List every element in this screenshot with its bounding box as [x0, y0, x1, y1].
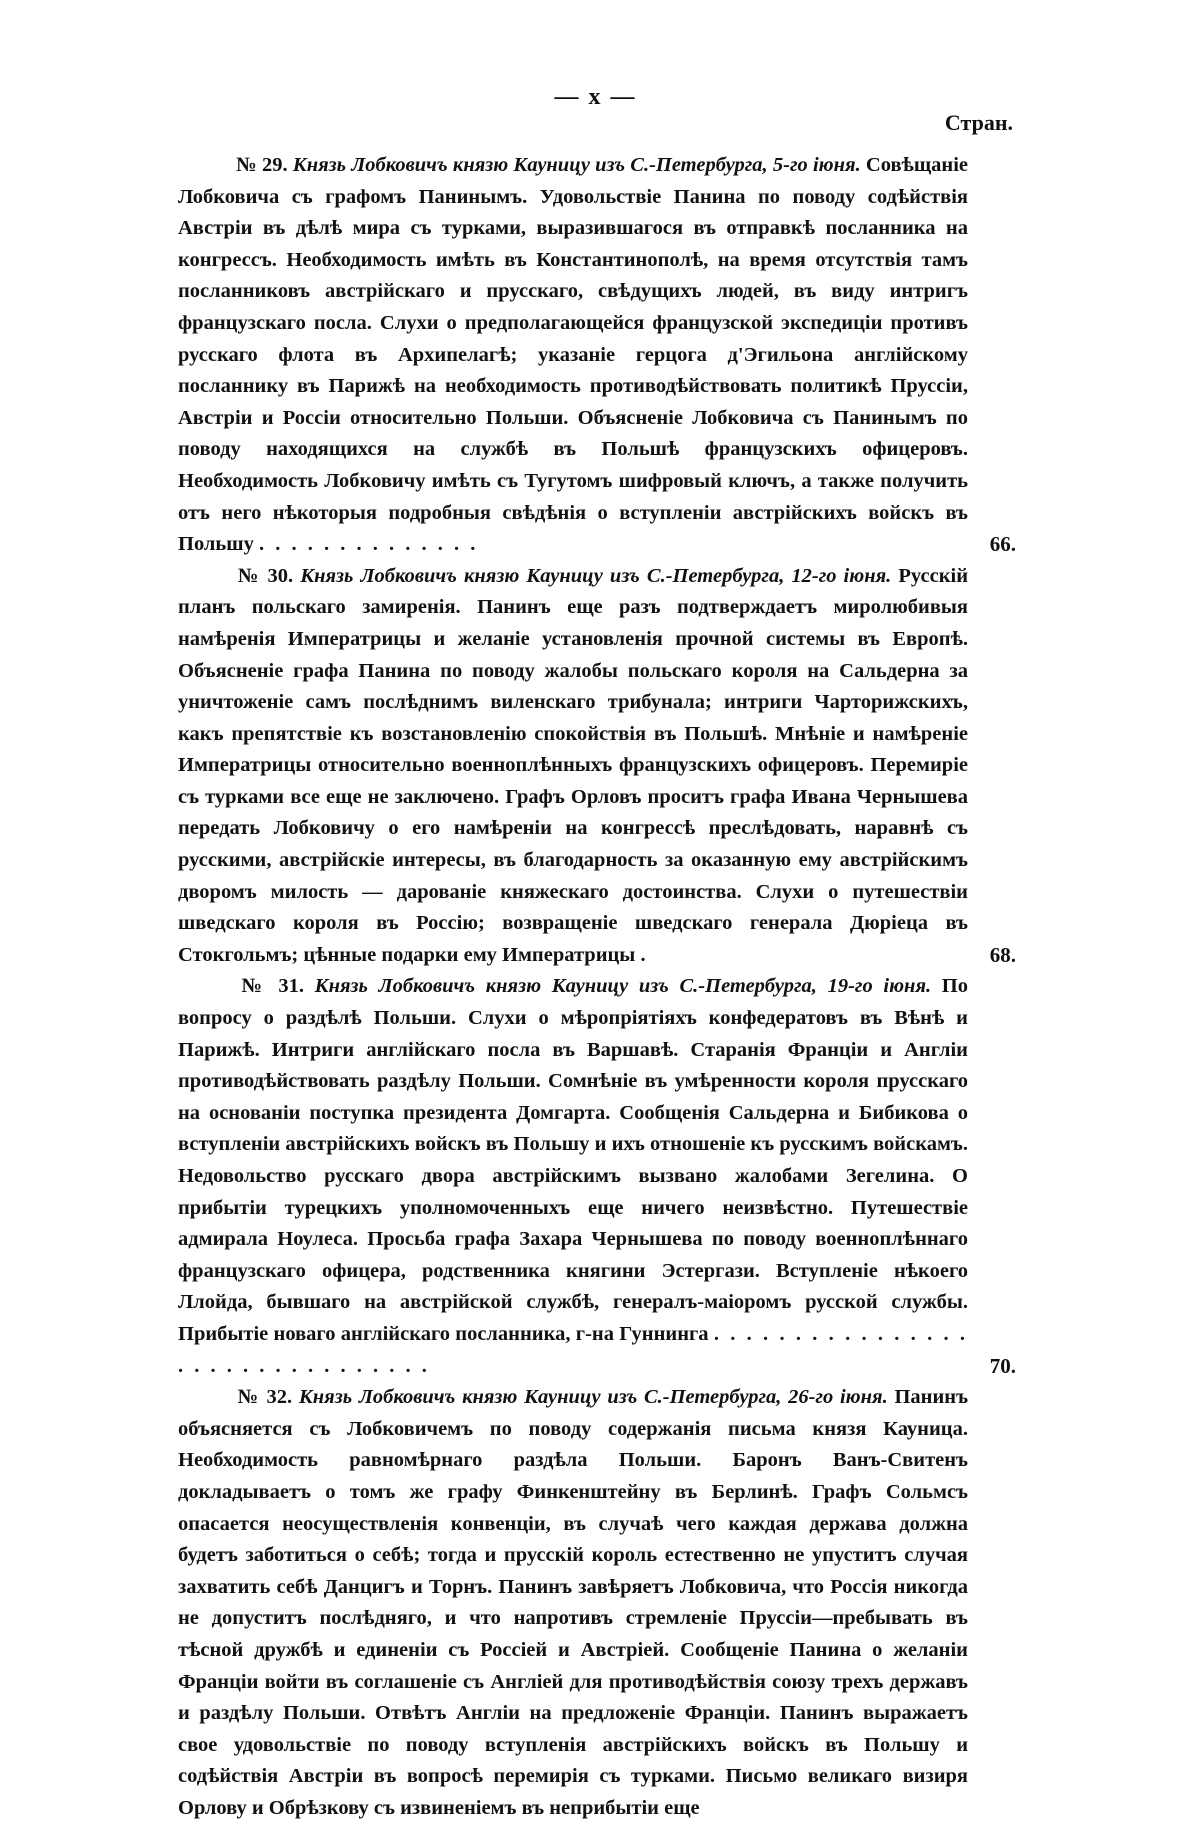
entry-page-ref: 70. [989, 1353, 1016, 1378]
table-of-contents [178, 150, 1016, 1824]
entry-page-ref: 68. [989, 942, 1016, 967]
leader-dots: . . . . . . . . . . . . . . . . . . . . . . . . . . . . . . . . [178, 1322, 969, 1377]
page-column-header: Стран. [944, 110, 1013, 135]
toc-entry-32 [178, 1382, 968, 1824]
entry-title: Князь Лобковичъ князю Кауницу изъ С.-Петербурга, 26-го іюня. [298, 1386, 888, 1409]
entry-number: № 30. [236, 564, 294, 587]
leader-dots: . . . . . . . . . . . . . . [258, 533, 479, 556]
entry-number: № 32. [236, 1386, 293, 1409]
toc-entry-29 [178, 150, 1016, 561]
page-number: — x — [554, 84, 637, 110]
entry-text: Совѣщаніе Лобковича съ графомъ Панинымъ. Удовольствіе Панина по поводу содѣйствія Австріи въ дѣлѣ мира съ турками, выразившагося въ отправкѣ посланника на конгрессъ. Необходимость имѣть въ Константинополѣ, на время отсутствія тамъ посланниковъ австрійскаго и прусскаго, свѣдущихъ людей, въ виду интригъ французскаго посла. Слухи о предполагающейся французской экспедиціи противъ русскаго флота въ Архипелагѣ; указаніе герцога д'Эгильона англійскому посланнику въ Парижѣ на необходимость противодѣйствовать политикѣ Пруссіи, Австріи и Россіи относительно Польши. Объясненіе Лобковича съ Панинымъ по поводу находящихся на службѣ въ Польшѣ французскихъ офицеровъ. Необходимость Лобковичу имѣть съ Тугутомъ шифровый ключъ, а также получить отъ него нѣкоторыя подробныя свѣдѣнія о вступленіи австрійскихъ войскъ въ Польшу [178, 154, 969, 556]
entry-title: Князь Лобковичъ князю Кауницу изъ С.-Петербурга, 12-го іюня. [300, 564, 892, 587]
entry-text: Русскій планъ польскаго замиренія. Панинъ еще разъ подтверждаетъ миролюбивыя намѣренія Императрицы и желаніе установленія прочной системы въ Европѣ. Объясненіе графа Панина по поводу жалобы польскаго короля на Сальдерна за уничтоженіе самъ послѣднимъ виленскаго трибунала; интриги Чарторижскихъ, какъ препятствіе къ возстановленію спокойствія въ Польшѣ. Мнѣніе и намѣреніе Императрицы относительно военноплѣнныхъ французскихъ офицеровъ. Перемиріе съ турками все еще не заключено. Графъ Орловъ проситъ графа Ивана Чернышева передать Лобковичу о его намѣреніи на конгрессѣ преслѣдовать, наравнѣ съ русскими, австрійскіе интересы, въ благодарность за оказанную ему австрійскимъ дворомъ милость — дарованіе княжескаго достоинства. Слухи о путешествіи шведскаго короля въ Россію; возвращеніе шведскаго генерала Дюріеца въ Стокгольмъ; цѣнные подарки ему Императрицы [178, 564, 969, 966]
entry-text: По вопросу о раздѣлѣ Польши. Слухи о мѣропріятіяхъ конфедератовъ въ Вѣнѣ и Парижѣ. Интриги англійскаго посла въ Варшавѣ. Старанія Франціи и Англіи противодѣйствовать раздѣлу Польши. Сомнѣніе въ умѣренности короля прусскаго на основаніи поступка президента Домгарта. Сообщенія Сальдерна и Бибикова о вступленіи австрійскихъ войскъ въ Польшу и ихъ отношеніе къ русскимъ войскамъ. Недовольство русскаго двора австрійскимъ вызвано жалобами Зегелина. О прибытіи турецкихъ уполномоченныхъ еще ничего неизвѣстно. Путешествіе адмирала Ноулеса. Просьба графа Захара Чернышева по поводу военноплѣннаго французскаго офицера, родственника княгини Эстергази. Вступленіе нѣкоего Ллойда, бывшаго на австрійской службѣ, генералъ-маіоромъ русской службы. Прибытіе новаго англійскаго посланника, г-на Гуннинга [178, 975, 968, 1345]
entry-text: Панинъ объясняется съ Лобковичемъ по поводу содержанія письма князя Кауница. Необходимость равномѣрнаго раздѣла Польши. Баронъ Ванъ-Свитенъ докладываетъ о томъ же графу Финкенштейну въ Берлинѣ. Графъ Сольмсъ опасается неосуществленія конвенціи, въ случаѣ чего каждая держава должна будетъ заботиться о себѣ; тогда и прусскій король естественно не упуститъ случая захватить себѣ Данцигъ и Торнъ. Панинъ завѣряетъ Лобковича, что Россія никогда не допуститъ послѣдняго, и что напротивъ стремленіе Пруссіи—пребывать въ тѣсной дружбѣ и единеніи съ Россіей и Австріей. Сообщеніе Панина о желаніи Франціи войти въ соглашеніе съ Англіей для противодѣйствія союзу трехъ державъ и раздѣлу Польши. Отвѣтъ Англіи на предложеніе Франціи. Панинъ выражаетъ свое удовольствіе по поводу вступленія австрійскихъ войскъ въ Польшу и содѣйствія Австріи въ вопросѣ перемирія съ турками. Письмо великаго визиря Орлову и Обрѣзкову съ извиненіемъ въ неприбытіи еще [178, 1386, 969, 1819]
entry-page-ref: 66. [989, 532, 1016, 557]
entry-title: Князь Лобковичъ князю Кауницу изъ С.-Петербурга, 5-го іюня. [292, 154, 861, 176]
entry-title: Князь Лобковичъ князю Кауницу изъ С.-Петербурга, 19-го іюня. [314, 975, 932, 998]
toc-entry-31 [178, 971, 1016, 1382]
entry-number: № 31. [236, 975, 304, 998]
leader-dots: . [640, 943, 649, 966]
toc-entry-30 [178, 561, 1016, 972]
entry-number: № 29. [236, 154, 288, 176]
